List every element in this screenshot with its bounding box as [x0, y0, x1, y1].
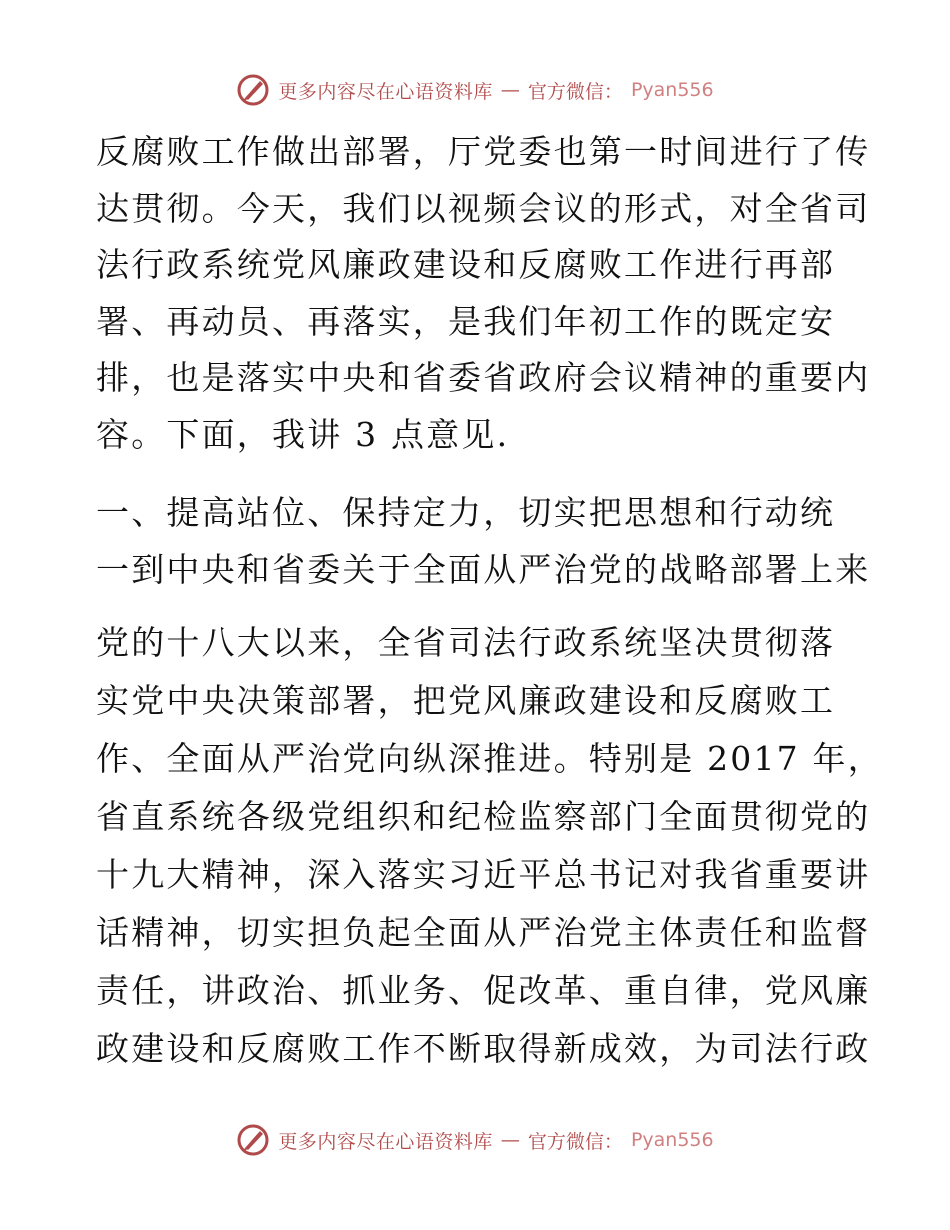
text-line: 话精神，切实担负起全面从严治党主体责任和监督	[96, 913, 871, 952]
footer-watermark	[0, 1120, 950, 1160]
text-line: 达贯彻。今天，我们以视频会议的形式，对全省司	[96, 188, 871, 228]
text-line: 排，也是落实中央和省委省政府会议精神的重要内	[96, 358, 871, 397]
watermark-main-text: 更多内容尽在心语资料库	[278, 1130, 493, 1153]
text-line: 署、再动员、再落实，是我们年初工作的既定安	[96, 301, 836, 341]
watermark-separator: —	[500, 79, 520, 101]
text-line: 容。下面，我讲 3 点意见.	[96, 414, 510, 454]
text-line: 作、全面从严治党向纵深推进。特别是 2017 年，	[96, 739, 883, 778]
text-line: 党的十八大以来，全省司法行政系统坚决贯彻落	[96, 623, 836, 662]
text-line: 实党中央决策部署，把党风廉政建设和反腐败工	[96, 681, 836, 720]
paragraph-intro	[96, 124, 871, 463]
text-line: 政建设和反腐败工作不断取得新成效，为司法行政	[96, 1029, 871, 1068]
document-body	[96, 124, 883, 1078]
paragraph-body	[96, 614, 883, 1078]
watermark-label: 官方微信：	[527, 1130, 623, 1153]
text-line: 法行政系统党风廉政建设和反腐败工作进行再部	[96, 245, 836, 284]
watermark-account: Pyan556	[630, 1129, 714, 1151]
text-line: 反腐败工作做出部署，厅党委也第一时间进行了传	[96, 132, 871, 171]
watermark-label: 官方微信：	[527, 80, 623, 103]
text-line: 一到中央和省委关于全面从严治党的战略部署上来	[96, 549, 871, 589]
quill-logo-icon	[236, 1123, 270, 1157]
text-line: 责任，讲政治、抓业务、促改革、重自律，党风廉	[96, 971, 871, 1010]
watermark-account: Pyan556	[630, 79, 714, 101]
watermark-separator: —	[500, 1129, 520, 1151]
watermark-main-text: 更多内容尽在心语资料库	[278, 80, 493, 103]
header-watermark	[0, 70, 950, 110]
quill-logo-icon	[236, 73, 270, 107]
section-heading	[96, 485, 871, 598]
text-line: 十九大精神，深入落实习近平总书记对我省重要讲	[96, 855, 871, 894]
text-line: 省直系统各级党组织和纪检监察部门全面贯彻党的	[96, 797, 871, 836]
text-line: 一、提高站位、保持定力，切实把思想和行动统	[96, 493, 836, 532]
